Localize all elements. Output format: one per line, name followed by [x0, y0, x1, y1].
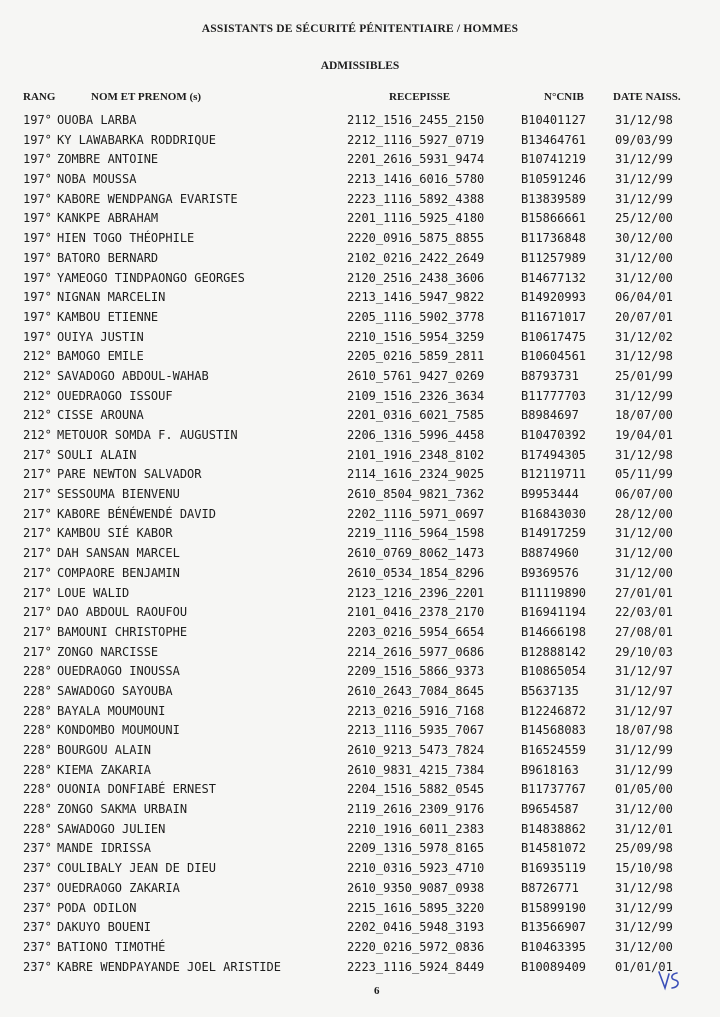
- rank-cell: 237°: [23, 880, 52, 895]
- name-cell: DAO ABDOUL RAOUFOU: [57, 605, 188, 620]
- dob-cell: 31/12/99: [615, 388, 673, 403]
- name-cell: YAMEOGO TINDPAONGO GEORGES: [57, 270, 245, 285]
- name-cell: BATORO BERNARD: [57, 250, 159, 265]
- receipt-cell: 2610_9831_4215_7384: [347, 762, 485, 777]
- cnib-cell: B9618163: [521, 762, 579, 777]
- name-cell: OUIYA JUSTIN: [57, 329, 144, 344]
- table-row: [0, 131, 720, 151]
- rank-cell: 228°: [23, 821, 52, 836]
- receipt-cell: 2213_1416_6016_5780: [347, 172, 485, 187]
- rank-cell: 197°: [23, 329, 52, 344]
- cnib-cell: B9654587: [521, 802, 579, 817]
- name-cell: CISSE AROUNA: [57, 408, 144, 423]
- receipt-cell: 2204_1516_5882_0545: [347, 782, 485, 797]
- rank-cell: 228°: [23, 762, 52, 777]
- table-row: [0, 702, 720, 722]
- rank-cell: 237°: [23, 959, 52, 974]
- cnib-cell: B14838862: [521, 821, 587, 836]
- cnib-cell: B17494305: [521, 447, 587, 462]
- cnib-cell: B12246872: [521, 703, 587, 718]
- dob-cell: 20/07/01: [615, 309, 673, 324]
- receipt-cell: 2206_1316_5996_4458: [347, 428, 485, 442]
- rank-cell: 197°: [23, 250, 52, 265]
- dob-cell: 19/04/01: [615, 428, 673, 442]
- table-row: [0, 780, 720, 800]
- cnib-cell: B11736848: [521, 231, 587, 246]
- table-row: [0, 839, 720, 859]
- cnib-cell: B12888142: [521, 644, 587, 659]
- receipt-cell: 2109_1516_2326_3634: [347, 388, 485, 403]
- receipt-cell: 2201_2616_5931_9474: [347, 152, 485, 167]
- table-row: [0, 938, 720, 958]
- dob-cell: 25/12/00: [615, 211, 673, 226]
- table-row: [0, 229, 720, 249]
- table-row: [0, 899, 720, 919]
- table-row: [0, 170, 720, 190]
- rank-cell: 217°: [23, 605, 52, 620]
- cnib-cell: B9953444: [521, 487, 579, 502]
- table-row: [0, 800, 720, 820]
- rank-cell: 217°: [23, 624, 52, 639]
- dob-cell: 31/12/98: [615, 113, 673, 127]
- name-cell: DAKUYO BOUENI: [57, 920, 151, 935]
- dob-cell: 31/12/00: [615, 939, 673, 954]
- name-cell: BAMOUNI CHRISTOPHE: [57, 624, 188, 639]
- rank-cell: 197°: [23, 231, 52, 246]
- name-cell: COULIBALY JEAN DE DIEU: [57, 861, 216, 876]
- cnib-cell: B11119890: [521, 585, 587, 600]
- table-row: [0, 347, 720, 367]
- receipt-cell: 2213_1116_5935_7067: [347, 723, 485, 738]
- table-row: [0, 958, 720, 978]
- dob-cell: 31/12/98: [615, 349, 673, 364]
- cnib-cell: B14677132: [521, 270, 587, 285]
- receipt-cell: 2610_5761_9427_0269: [347, 368, 485, 383]
- dob-cell: 31/12/99: [615, 172, 673, 187]
- dob-cell: 31/12/02: [615, 329, 673, 344]
- table-row: [0, 564, 720, 584]
- cnib-cell: B14920993: [521, 290, 587, 305]
- table-row: [0, 308, 720, 328]
- cnib-cell: B11257989: [521, 250, 587, 265]
- name-cell: HIEN TOGO THÉOPHILE: [57, 231, 195, 246]
- rank-cell: 237°: [23, 841, 52, 856]
- column-header-name: NOM ET PRENOM (s): [91, 91, 202, 103]
- table-row: [0, 505, 720, 525]
- receipt-cell: 2201_1116_5925_4180: [347, 211, 485, 226]
- rank-cell: 228°: [23, 723, 52, 738]
- cnib-cell: B11777703: [521, 388, 587, 403]
- table-row: [0, 741, 720, 761]
- name-cell: BOURGOU ALAIN: [57, 743, 151, 757]
- name-cell: NIGNAN MARCELIN: [57, 290, 166, 305]
- cnib-cell: B14917259: [521, 526, 587, 541]
- name-cell: KIEMA ZAKARIA: [57, 762, 151, 777]
- dob-cell: 05/11/99: [615, 467, 673, 482]
- dob-cell: 06/04/01: [615, 290, 673, 305]
- receipt-cell: 2220_0216_5972_0836: [347, 939, 485, 954]
- cnib-cell: B15866661: [521, 211, 587, 226]
- dob-cell: 31/12/99: [615, 152, 673, 167]
- dob-cell: 31/12/00: [615, 565, 673, 580]
- dob-cell: 31/12/00: [615, 526, 673, 541]
- cnib-cell: B16524559: [521, 743, 587, 757]
- dob-cell: 29/10/03: [615, 644, 673, 659]
- dob-cell: 30/12/00: [615, 231, 673, 246]
- receipt-cell: 2223_1116_5924_8449: [347, 959, 485, 974]
- cnib-cell: B10470392: [521, 428, 587, 442]
- table-row: [0, 465, 720, 485]
- name-cell: PARE NEWTON SALVADOR: [57, 467, 202, 482]
- receipt-cell: 2610_0534_1854_8296: [347, 565, 485, 580]
- table-row: [0, 249, 720, 269]
- name-cell: OUONIA DONFIABÉ ERNEST: [57, 782, 216, 797]
- cnib-cell: B10089409: [521, 959, 587, 974]
- dob-cell: 31/12/98: [615, 447, 673, 462]
- dob-cell: 31/12/99: [615, 920, 673, 935]
- document-title: ASSISTANTS DE SÉCURITÉ PÉNITENTIAIRE / HOMMES: [201, 23, 519, 35]
- candidate-list: [0, 111, 720, 977]
- table-row: [0, 288, 720, 308]
- table-row: [0, 662, 720, 682]
- table-row: [0, 209, 720, 229]
- receipt-cell: 2219_1116_5964_1598: [347, 526, 485, 541]
- table-row: [0, 682, 720, 702]
- dob-cell: 31/12/00: [615, 802, 673, 817]
- cnib-cell: B14666198: [521, 624, 587, 639]
- cnib-cell: B10604561: [521, 349, 587, 364]
- receipt-cell: 2215_1616_5895_3220: [347, 900, 485, 915]
- receipt-cell: 2209_1316_5978_8165: [347, 841, 485, 856]
- name-cell: SAVADOGO ABDOUL-WAHAB: [57, 368, 209, 383]
- dob-cell: 09/03/99: [615, 132, 673, 147]
- rank-cell: 197°: [23, 172, 52, 187]
- name-cell: KAMBOU ETIENNE: [57, 309, 159, 324]
- table-row: [0, 918, 720, 938]
- dob-cell: 22/03/01: [615, 605, 673, 620]
- rank-cell: 237°: [23, 920, 52, 935]
- cnib-cell: B14568083: [521, 723, 587, 738]
- table-row: [0, 111, 720, 131]
- name-cell: KABORE BÉNÉWENDÉ DAVID: [57, 506, 216, 521]
- receipt-cell: 2101_1916_2348_8102: [347, 447, 485, 462]
- cnib-cell: B15899190: [521, 900, 587, 915]
- dob-cell: 31/12/97: [615, 664, 673, 679]
- name-cell: SESSOUMA BIENVENU: [57, 487, 180, 502]
- cnib-cell: B10741219: [521, 152, 587, 167]
- rank-cell: 212°: [23, 368, 52, 383]
- table-row: [0, 761, 720, 781]
- cnib-cell: B8726771: [521, 880, 579, 895]
- cnib-cell: B12119711: [521, 467, 587, 482]
- cnib-cell: B10463395: [521, 939, 587, 954]
- table-row: [0, 643, 720, 663]
- receipt-cell: 2209_1516_5866_9373: [347, 664, 485, 679]
- table-row: [0, 269, 720, 289]
- receipt-cell: 2119_2616_2309_9176: [347, 802, 485, 817]
- table-row: [0, 820, 720, 840]
- name-cell: OUOBA LARBA: [57, 113, 137, 127]
- dob-cell: 31/12/00: [615, 546, 673, 561]
- receipt-cell: 2203_0216_5954_6654: [347, 624, 485, 639]
- cnib-cell: B14581072: [521, 841, 587, 856]
- dob-cell: 28/12/00: [615, 506, 673, 521]
- receipt-cell: 2202_1116_5971_0697: [347, 506, 485, 521]
- receipt-cell: 2610_9350_9087_0938: [347, 880, 485, 895]
- name-cell: KABRE WENDPAYANDE JOEL ARISTIDE: [57, 959, 281, 974]
- rank-cell: 197°: [23, 211, 52, 226]
- table-row: [0, 603, 720, 623]
- rank-cell: 197°: [23, 191, 52, 206]
- receipt-cell: 2205_1116_5902_3778: [347, 309, 485, 324]
- name-cell: PODA ODILON: [57, 900, 137, 915]
- name-cell: COMPAORE BENJAMIN: [57, 565, 180, 580]
- rank-cell: 228°: [23, 802, 52, 817]
- table-row: [0, 721, 720, 741]
- table-row: [0, 623, 720, 643]
- cnib-cell: B8984697: [521, 408, 579, 423]
- name-cell: MANDE IDRISSA: [57, 841, 151, 856]
- name-cell: BAYALA MOUMOUNI: [57, 703, 166, 718]
- table-row: [0, 544, 720, 564]
- receipt-cell: 2123_1216_2396_2201: [347, 585, 485, 600]
- cnib-cell: B11671017: [521, 309, 587, 324]
- rank-cell: 197°: [23, 113, 52, 127]
- name-cell: BAMOGO EMILE: [57, 349, 144, 364]
- rank-cell: 237°: [23, 939, 52, 954]
- name-cell: KABORE WENDPANGA EVARISTE: [57, 191, 238, 206]
- dob-cell: 15/10/98: [615, 861, 673, 876]
- rank-cell: 197°: [23, 132, 52, 147]
- receipt-cell: 2201_0316_6021_7585: [347, 408, 485, 423]
- table-row: [0, 406, 720, 426]
- dob-cell: 31/12/99: [615, 191, 673, 206]
- cnib-cell: B8874960: [521, 546, 579, 561]
- name-cell: ZONGO SAKMA URBAIN: [57, 802, 188, 817]
- dob-cell: 31/12/99: [615, 762, 673, 777]
- receipt-cell: 2210_1516_5954_3259: [347, 329, 485, 344]
- table-row: [0, 328, 720, 348]
- name-cell: OUEDRAOGO ZAKARIA: [57, 880, 180, 895]
- rank-cell: 237°: [23, 861, 52, 876]
- name-cell: DAH SANSAN MARCEL: [57, 546, 180, 561]
- table-row: [0, 584, 720, 604]
- rank-cell: 228°: [23, 683, 52, 698]
- rank-cell: 217°: [23, 467, 52, 482]
- receipt-cell: 2213_1416_5947_9822: [347, 290, 485, 305]
- receipt-cell: 2610_9213_5473_7824: [347, 743, 485, 757]
- rank-cell: 212°: [23, 428, 52, 442]
- table-row: [0, 150, 720, 170]
- cnib-cell: B13839589: [521, 191, 587, 206]
- dob-cell: 27/01/01: [615, 585, 673, 600]
- dob-cell: 06/07/00: [615, 487, 673, 502]
- cnib-cell: B16941194: [521, 605, 587, 620]
- page-number: 6: [374, 985, 380, 997]
- name-cell: OUEDRAOGO ISSOUF: [57, 388, 173, 403]
- column-header-rank: RANG: [23, 91, 56, 103]
- dob-cell: 18/07/00: [615, 408, 673, 423]
- name-cell: KONDOMBO MOUMOUNI: [57, 723, 180, 738]
- dob-cell: 25/01/99: [615, 368, 673, 383]
- rank-cell: 217°: [23, 585, 52, 600]
- cnib-cell: B8793731: [521, 368, 579, 383]
- receipt-cell: 2223_1116_5892_4388: [347, 191, 485, 206]
- receipt-cell: 2210_1916_6011_2383: [347, 821, 485, 836]
- rank-cell: 212°: [23, 388, 52, 403]
- name-cell: ZONGO NARCISSE: [57, 644, 159, 659]
- dob-cell: 18/07/98: [615, 723, 673, 738]
- receipt-cell: 2610_8504_9821_7362: [347, 487, 485, 502]
- dob-cell: 27/08/01: [615, 624, 673, 639]
- name-cell: LOUE WALID: [57, 585, 130, 600]
- name-cell: SOULI ALAIN: [57, 447, 137, 462]
- receipt-cell: 2112_1516_2455_2150: [347, 113, 485, 127]
- table-row: [0, 859, 720, 879]
- dob-cell: 31/12/01: [615, 821, 673, 836]
- rank-cell: 217°: [23, 644, 52, 659]
- receipt-cell: 2102_0216_2422_2649: [347, 250, 485, 265]
- receipt-cell: 2220_0916_5875_8855: [347, 231, 485, 246]
- name-cell: METOUOR SOMDA F. AUGUSTIN: [57, 428, 238, 442]
- column-header-dob: DATE NAISS.: [613, 91, 681, 103]
- dob-cell: 31/12/00: [615, 270, 673, 285]
- receipt-cell: 2205_0216_5859_2811: [347, 349, 485, 364]
- table-row: [0, 190, 720, 210]
- column-header-cnib: N°CNIB: [544, 91, 584, 103]
- column-header-receipt: RECEPISSE: [389, 91, 451, 103]
- table-row: [0, 387, 720, 407]
- rank-cell: 228°: [23, 703, 52, 718]
- rank-cell: 217°: [23, 546, 52, 561]
- cnib-cell: B11737767: [521, 782, 587, 797]
- rank-cell: 197°: [23, 152, 52, 167]
- rank-cell: 228°: [23, 782, 52, 797]
- table-row: [0, 446, 720, 466]
- name-cell: KAMBOU SIÉ KABOR: [57, 526, 173, 541]
- name-cell: KY LAWABARKA RODDRIQUE: [57, 132, 216, 147]
- rank-cell: 197°: [23, 270, 52, 285]
- receipt-cell: 2214_2616_5977_0686: [347, 644, 485, 659]
- name-cell: SAWADOGO JULIEN: [57, 821, 166, 836]
- cnib-cell: B10617475: [521, 329, 587, 344]
- receipt-cell: 2213_0216_5916_7168: [347, 703, 485, 718]
- receipt-cell: 2101_0416_2378_2170: [347, 605, 485, 620]
- table-row: [0, 426, 720, 446]
- rank-cell: 217°: [23, 526, 52, 541]
- rank-cell: 237°: [23, 900, 52, 915]
- rank-cell: 217°: [23, 565, 52, 580]
- name-cell: SAWADOGO SAYOUBA: [57, 683, 173, 698]
- dob-cell: 25/09/98: [615, 841, 673, 856]
- cnib-cell: B16935119: [521, 861, 587, 876]
- cnib-cell: B10865054: [521, 664, 587, 679]
- receipt-cell: 2610_0769_8062_1473: [347, 546, 485, 561]
- receipt-cell: 2210_0316_5923_4710: [347, 861, 485, 876]
- table-row: [0, 524, 720, 544]
- dob-cell: 31/12/99: [615, 900, 673, 915]
- name-cell: KANKPE ABRAHAM: [57, 211, 159, 226]
- handwritten-initials-icon: [655, 966, 685, 996]
- receipt-cell: 2610_2643_7084_8645: [347, 683, 485, 698]
- rank-cell: 217°: [23, 487, 52, 502]
- rank-cell: 217°: [23, 506, 52, 521]
- dob-cell: 01/01/01: [615, 959, 673, 974]
- rank-cell: 217°: [23, 447, 52, 462]
- receipt-cell: 2120_2516_2438_3606: [347, 270, 485, 285]
- rank-cell: 197°: [23, 309, 52, 324]
- cnib-cell: B5637135: [521, 683, 579, 698]
- name-cell: NOBA MOUSSA: [57, 172, 137, 187]
- table-row: [0, 879, 720, 899]
- receipt-cell: 2212_1116_5927_0719: [347, 132, 485, 147]
- receipt-cell: 2202_0416_5948_3193: [347, 920, 485, 935]
- rank-cell: 212°: [23, 408, 52, 423]
- cnib-cell: B10591246: [521, 172, 587, 187]
- table-row: [0, 485, 720, 505]
- name-cell: OUEDRAOGO INOUSSA: [57, 664, 180, 679]
- dob-cell: 31/12/98: [615, 880, 673, 895]
- dob-cell: 31/12/97: [615, 683, 673, 698]
- document-subtitle: ADMISSIBLES: [320, 60, 400, 72]
- rank-cell: 228°: [23, 664, 52, 679]
- cnib-cell: B13566907: [521, 920, 587, 935]
- rank-cell: 212°: [23, 349, 52, 364]
- table-row: [0, 367, 720, 387]
- name-cell: ZOMBRE ANTOINE: [57, 152, 159, 167]
- receipt-cell: 2114_1616_2324_9025: [347, 467, 485, 482]
- cnib-cell: B9369576: [521, 565, 579, 580]
- cnib-cell: B10401127: [521, 113, 587, 127]
- dob-cell: 31/12/99: [615, 743, 673, 757]
- dob-cell: 31/12/97: [615, 703, 673, 718]
- rank-cell: 228°: [23, 743, 52, 757]
- cnib-cell: B16843030: [521, 506, 587, 521]
- name-cell: BATIONO TIMOTHÉ: [57, 939, 166, 954]
- dob-cell: 31/12/00: [615, 250, 673, 265]
- rank-cell: 197°: [23, 290, 52, 305]
- cnib-cell: B13464761: [521, 132, 587, 147]
- dob-cell: 01/05/00: [615, 782, 673, 797]
